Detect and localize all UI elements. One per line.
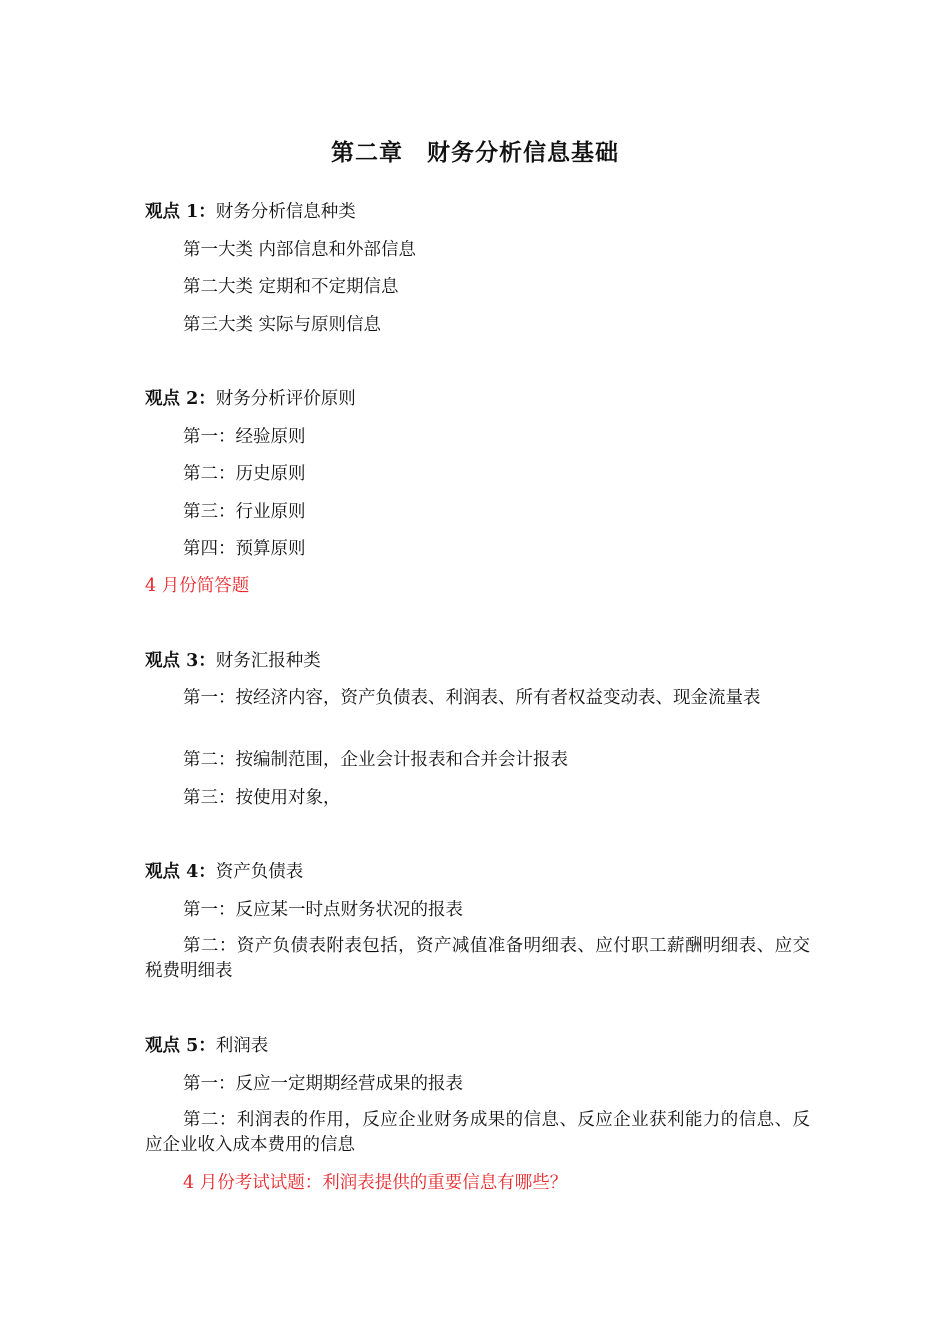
section-2-heading xyxy=(145,387,356,411)
exam-note: 4 月份简答题 xyxy=(145,576,250,596)
section-4-label: 观点 4： xyxy=(145,862,216,882)
section-3-heading xyxy=(145,649,321,673)
section-4-item: 第一：反应某一时点财务状况的报表 xyxy=(183,900,463,920)
section-2-item: 第三：行业原则 xyxy=(183,502,306,522)
section-3-item: 第二：按编制范围，企业会计报表和合并会计报表 xyxy=(183,750,568,770)
chapter-title: 第二章 财务分析信息基础 xyxy=(331,139,619,166)
section-1-title: 财务分析信息种类 xyxy=(215,202,356,222)
section-1-heading xyxy=(145,200,356,224)
section-5-heading xyxy=(145,1034,268,1058)
section-5-label: 观点 5： xyxy=(145,1036,216,1056)
section-3-title: 财务汇报种类 xyxy=(215,651,321,671)
section-5-item: 第二：利润表的作用，反应企业财务成果的信息、反应企业获利能力的信息、反应企业收入成本费用的信息 xyxy=(145,1110,810,1155)
section-2-item: 第一：经验原则 xyxy=(183,427,306,447)
exam-question-note: 4 月份考试试题：利润表提供的重要信息有哪些？ xyxy=(183,1173,568,1193)
section-2-label: 观点 2： xyxy=(145,389,216,409)
section-5-title: 利润表 xyxy=(215,1036,269,1056)
section-4-title: 资产负债表 xyxy=(215,862,304,882)
section-3-item: 第一：按经济内容，资产负债表、利润表、所有者权益变动表、现金流量表 xyxy=(183,688,761,708)
section-3-item: 第三：按使用对象， xyxy=(183,788,341,808)
section-1-item: 第二大类 定期和不定期信息 xyxy=(183,277,399,297)
section-3-label: 观点 3： xyxy=(145,651,216,671)
section-2-item: 第二：历史原则 xyxy=(183,464,306,484)
section-1-item: 第一大类 内部信息和外部信息 xyxy=(183,240,417,260)
section-1-label: 观点 1： xyxy=(145,202,216,222)
section-1-item: 第三大类 实际与原则信息 xyxy=(183,315,382,335)
section-4-heading xyxy=(145,860,303,884)
section-4-item: 第二：资产负债表附表包括，资产减值准备明细表、应付职工薪酬明细表、应交税费明细表 xyxy=(145,936,810,981)
section-2-title: 财务分析评价原则 xyxy=(215,389,356,409)
section-5-item: 第一：反应一定期期经营成果的报表 xyxy=(183,1074,463,1094)
section-2-item: 第四：预算原则 xyxy=(183,539,306,559)
